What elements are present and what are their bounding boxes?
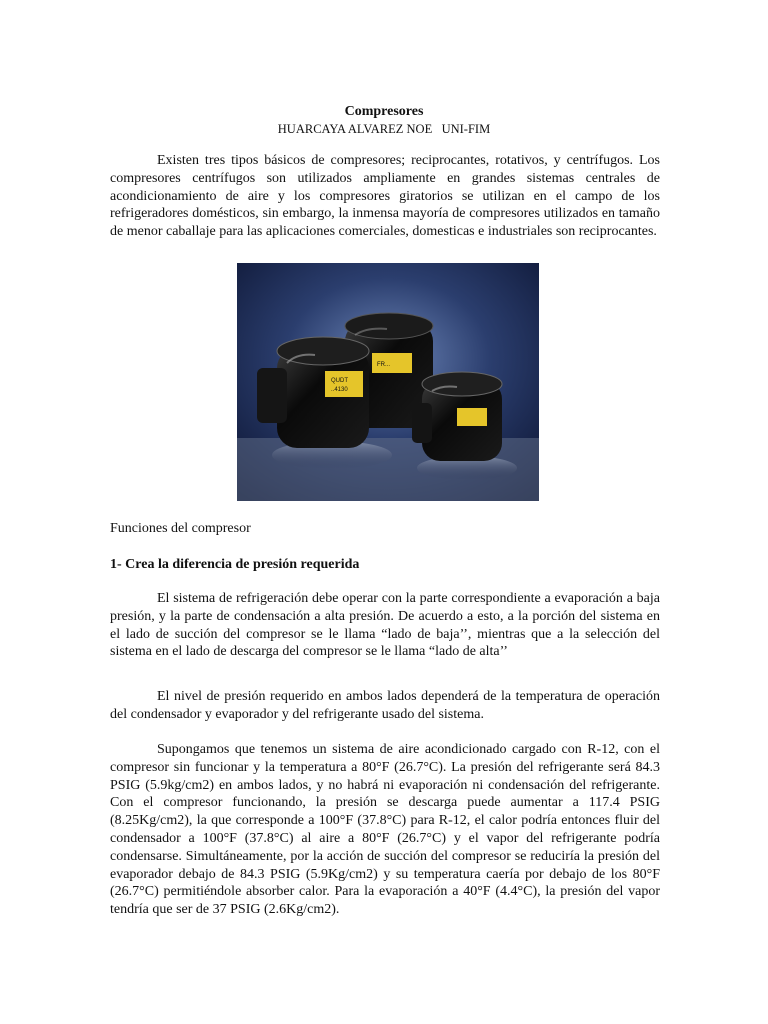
paragraph-2: El nivel de presión requerido en ambos lados dependerá de la temperatura de operación del condensador y evaporador y del refrigerante usado del sistema.: [110, 689, 660, 722]
intro-paragraph: Existen tres tipos básicos de compresores; reciprocantes, rotativos, y centrífugos. Los compresores centrífugos son utilizados ampliamente en grandes sistemas centrales de acondicionamiento de aire y los compresores giratorios se utilizan en el campo de los refrigeradores domésticos, sin embargo, la inmensa mayoría de compresores utilizados en tamaño de menor caballaje para las aplicaciones comerciales, domesticas e industriales son reciprocantes.: [110, 153, 660, 240]
label-right: [457, 408, 487, 426]
paragraph-1: El sistema de refrigeración debe operar con la parte correspondiente a evaporación a baja presión, y la parte de condensación a alta presión. De acuerdo a esto, a la porción del sistema en el lado de succión del compresor se le llama “lado de baja’’, mientras que a la selección del sistema en el lado de descarga del compresor se le llama “lado de alta’’: [110, 591, 660, 660]
section-heading: Funciones del compresor: [110, 521, 251, 536]
compressors-photo: [237, 263, 539, 501]
svg-text:..4130: ..4130: [331, 387, 348, 393]
subsection-heading: 1- Crea la diferencia de presión requerida: [110, 557, 360, 572]
author-line: HUARCAYA ALVAREZ NOE UNI-FIM: [277, 122, 491, 136]
document-title: Compresores: [344, 104, 424, 119]
svg-text:FR...: FR...: [377, 362, 390, 368]
label-left: [325, 371, 363, 397]
svg-text:QUDT: QUDT: [331, 378, 348, 384]
paragraph-3: Supongamos que tenemos un sistema de aire acondicionado cargado con R-12, con el compresor sin funcionar y la temperatura a 80°F (26.7°C). La presión del refrigerante será 84.3 PSIG (5.9kg/cm2) en ambos lados, y no habrá ni evaporación ni condensación del refrigerante. Con el compresor funcionando, la presión se descarga puede aumentar a 117.4 PSIG (8.25Kg/cm2), la que corresponde a 100°F (37.8°C) para R-12, el calor podría entonces fluir del condensador a 100°F (37.8°C) al aire a 80°F (26.7°C) y el vapor del refrigerante podría condensarse. Simultáneamente, por la acción de succión del compresor se reduciría la presión del evaporador debajo de 84.3 PSIG (5.9Kg/cm2) y su temperatura caería por debajo de los 80°F (26.7°C) permitiéndole absorber calor. Para la evaporación a 40°F (4.4°C), la presión del vapor tendría que ser de 37 PSIG (2.6Kg/cm2).: [110, 742, 660, 918]
